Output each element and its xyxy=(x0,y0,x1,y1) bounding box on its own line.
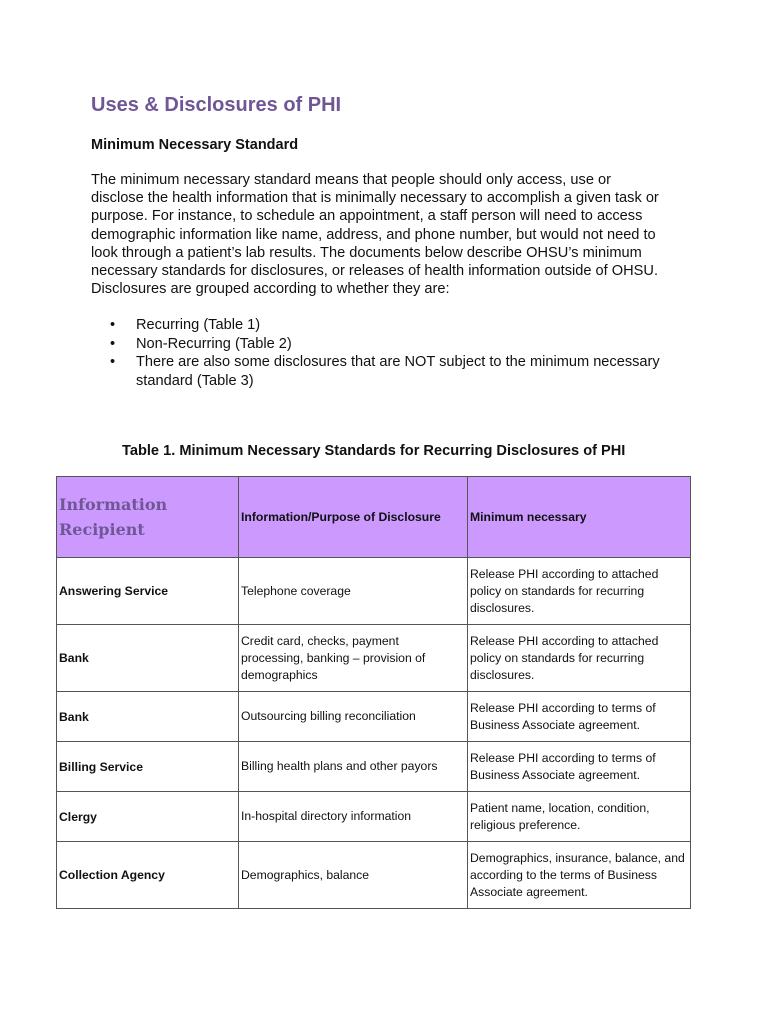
column-header-minimum: Minimum necessary xyxy=(468,477,691,558)
cell-text: Associate agreement. xyxy=(470,884,588,899)
list-item xyxy=(110,353,660,390)
cell-text: Outsourcing billing reconciliation xyxy=(241,709,416,723)
cell-purpose xyxy=(239,842,468,909)
cell-text: disclosures. xyxy=(470,667,535,682)
header-text: Recipient xyxy=(59,520,145,539)
list-item-text: There are also some disclosures that are NOT subject to the minimum necessary xyxy=(136,354,660,370)
cell-minimum xyxy=(468,792,691,842)
cell-text: Credit card, checks, payment xyxy=(241,633,399,648)
cell-text: Telephone coverage xyxy=(241,583,351,598)
intro-line: demographic information like name, address, and phone number, but would not need to xyxy=(91,226,656,243)
section-subheading: Minimum Necessary Standard xyxy=(91,137,299,153)
bullet-icon: • xyxy=(110,354,116,370)
cell-minimum xyxy=(468,558,691,625)
intro-line: purpose. For instance, to schedule an appointment, a staff person will need to access xyxy=(91,208,643,225)
cell-recipient: Clergy xyxy=(57,792,239,842)
cell-recipient: Collection Agency xyxy=(57,842,239,909)
cell-text: processing, banking – provision of xyxy=(241,650,426,665)
cell-purpose xyxy=(239,792,468,842)
list-item xyxy=(110,335,660,354)
cell-minimum xyxy=(468,692,691,742)
table-row xyxy=(57,558,691,625)
cell-recipient: Bank xyxy=(57,625,239,692)
cell-purpose xyxy=(239,692,468,742)
cell-text: according to the terms of Business xyxy=(470,867,657,882)
cell-text: Release PHI according to terms of xyxy=(470,750,656,765)
cell-text: Demographics, balance xyxy=(241,867,370,882)
cell-text: religious preference. xyxy=(470,817,581,832)
page-title: Uses & Disclosures of PHI xyxy=(91,94,342,116)
cell-purpose xyxy=(239,625,468,692)
bullet-icon: • xyxy=(110,317,116,333)
cell-text: Demographics, insurance, balance, and xyxy=(470,850,685,865)
disclosure-type-list xyxy=(110,316,660,390)
cell-minimum xyxy=(468,842,691,909)
list-item-text-continued: standard (Table 3) xyxy=(136,372,254,389)
table-row xyxy=(57,692,691,742)
cell-purpose xyxy=(239,742,468,792)
cell-text: Patient name, location, condition, xyxy=(470,800,650,815)
intro-paragraph xyxy=(91,171,691,298)
list-item-text: Recurring (Table 1) xyxy=(136,317,261,333)
cell-recipient: Answering Service xyxy=(57,558,239,625)
recurring-disclosures-table xyxy=(56,476,691,909)
cell-text: Release PHI according to terms of xyxy=(470,700,656,715)
cell-text: disclosures. xyxy=(470,600,535,615)
table-row xyxy=(57,792,691,842)
cell-text: Release PHI according to attached xyxy=(470,633,659,648)
table-caption: Table 1. Minimum Necessary Standards for Recurring Disclosures of PHI xyxy=(122,443,626,459)
intro-line: Disclosures are grouped according to whether they are: xyxy=(91,281,450,298)
cell-minimum xyxy=(468,742,691,792)
cell-text: Release PHI according to attached xyxy=(470,566,659,581)
cell-text: policy on standards for recurring xyxy=(470,583,645,598)
table-header-row xyxy=(57,477,691,558)
cell-text: policy on standards for recurring xyxy=(470,650,645,665)
intro-line: disclose the health information that is minimally necessary to accomplish a given task or xyxy=(91,190,659,207)
table-row xyxy=(57,625,691,692)
cell-recipient: Bank xyxy=(57,692,239,742)
list-item xyxy=(110,316,660,335)
table-row xyxy=(57,742,691,792)
cell-text: demographics xyxy=(241,667,318,682)
cell-text: Business Associate agreement. xyxy=(470,767,641,782)
cell-recipient: Billing Service xyxy=(57,742,239,792)
table-row xyxy=(57,842,691,909)
header-text: Information xyxy=(59,495,168,514)
intro-line: look through a patient’s lab results. The documents below describe OHSU’s minimum xyxy=(91,244,642,261)
column-header-recipient xyxy=(57,477,239,558)
cell-text: In-hospital directory information xyxy=(241,809,412,823)
bullet-icon: • xyxy=(110,335,116,352)
list-item-text: Non-Recurring (Table 2) xyxy=(136,335,292,352)
column-header-purpose: Information/Purpose of Disclosure xyxy=(239,477,468,558)
intro-line: The minimum necessary standard means that people should only access, use or xyxy=(91,172,611,188)
intro-line: necessary standards for disclosures, or releases of health information outside of OHSU. xyxy=(91,263,658,280)
cell-text: Billing health plans and other payors xyxy=(241,759,438,773)
cell-text: Business Associate agreement. xyxy=(470,717,641,732)
cell-minimum xyxy=(468,625,691,692)
cell-purpose xyxy=(239,558,468,625)
